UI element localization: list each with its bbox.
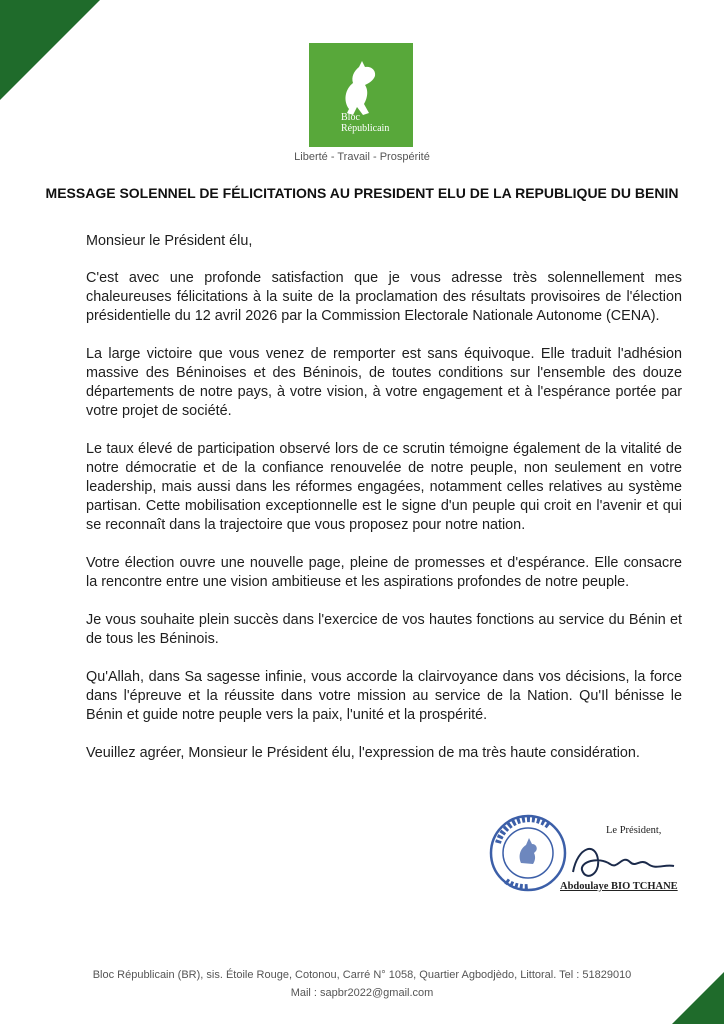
signatory-name: Abdoulaye BIO TCHANE	[560, 881, 678, 892]
letter-body	[86, 232, 682, 782]
party-logo	[309, 43, 413, 147]
official-stamp	[488, 813, 568, 893]
paragraph: Je vous souhaite plein succès dans l'exercice de vos hautes fonctions au service du Bénin et de tous les Béninois.	[86, 612, 682, 647]
paragraph: Le taux élevé de participation observé lors de ce scrutin témoigne également de la vitalité de notre démocratie et de la confiance renouvelée de notre peuple, non seulement en votre leadership, mais aussi dans les réformes engagées, notamment celles relatives au système partisan. Cette mobilisation exceptionnelle est le signe d'un peuple qui croit en l'avenir et qui se reconnaît dans la trajectoire que vous proposez pour notre nation.	[86, 441, 682, 533]
handwritten-signature	[568, 834, 678, 886]
signatory-role: Le Président,	[606, 825, 662, 836]
logo-line-2: Républicain	[341, 123, 390, 134]
footer-mail: Mail : sapbr2022@gmail.com	[290, 987, 434, 999]
page-title: MESSAGE SOLENNEL DE FÉLICITATIONS AU PRESIDENT ELU DE LA REPUBLIQUE DU BENIN	[45, 185, 679, 201]
paragraph: La large victoire que vous venez de remporter est sans équivoque. Elle traduit l'adhésion massive des Béninoises et des Béninois, de toutes conditions sur l'ensemble des douze départements de notre pays, à votre vision, à votre engagement et à l'espérance portée par votre projet de société.	[86, 346, 682, 419]
paragraph: Veuillez agréer, Monsieur le Président élu, l'expression de ma très haute considération.	[86, 745, 640, 761]
paragraph: Votre élection ouvre une nouvelle page, pleine de promesses et d'espérance. Elle consacre la rencontre entre une vision ambitieuse et les aspirations profondes de notre peuple.	[86, 555, 682, 590]
motto: Liberté - Travail - Prospérité	[294, 151, 430, 163]
footer	[0, 966, 724, 1002]
footer-address: Bloc Républicain (BR), sis. Étoile Rouge, Cotonou, Carré N° 1058, Quartier Agbodjèdo, Littoral. Tel : 51829010	[92, 969, 632, 981]
paragraph: Qu'Allah, dans Sa sagesse infinie, vous accorde la clairvoyance dans vos décisions, la force dans l'épreuve et la réussite dans votre mission au service de la Nation. Qu'Il bénisse le Bénin et guide notre peuple vers la paix, l'unité et la prospérité.	[86, 669, 682, 723]
logo-line-1: Bloc	[341, 112, 360, 123]
corner-decoration-top-left	[0, 0, 100, 100]
paragraph: C'est avec une profonde satisfaction que je vous adresse très solennellement mes chaleureuses félicitations à la suite de la proclamation des résultats provisoires de l'élection présidentielle du 12 avril 2026 par la Commission Electorale Nationale Autonome (CENA).	[86, 270, 682, 324]
salutation: Monsieur le Président élu,	[86, 233, 253, 249]
